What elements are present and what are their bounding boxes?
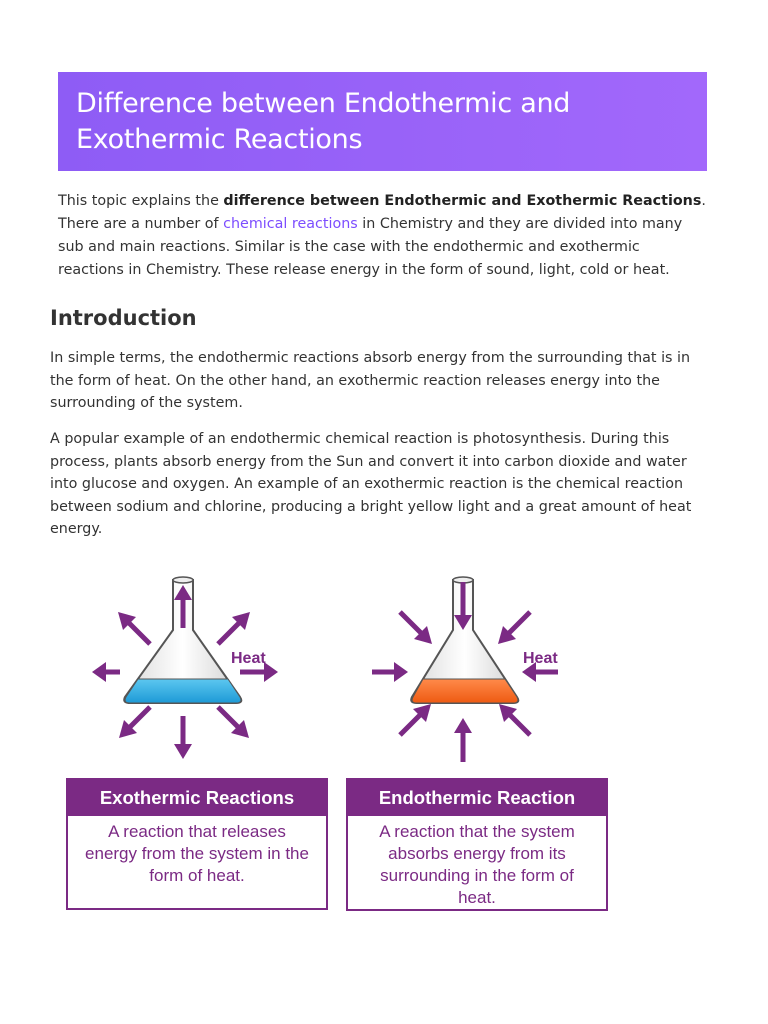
- arrow-downright-in-icon: [400, 612, 432, 644]
- exothermic-card: [66, 778, 328, 910]
- endothermic-card: [346, 778, 608, 911]
- intro-paragraph: [58, 190, 708, 282]
- intro-bold-text: difference between Endothermic and Exothermic Reactions: [223, 193, 702, 209]
- arrow-upleft-in-icon: [499, 704, 530, 735]
- exothermic-liquid: [125, 679, 241, 703]
- arrow-downright-out-icon: [218, 707, 249, 738]
- arrow-downleft-out-icon: [119, 707, 150, 738]
- heat-label-right: Heat: [523, 650, 558, 667]
- arrow-upright-out-icon: [218, 612, 250, 644]
- page-title-line1: Difference between Endothermic and: [76, 88, 571, 119]
- exothermic-card-description: A reaction that releases energy from the system in the form of heat.: [85, 822, 309, 885]
- endothermic-card-title: Endothermic Reaction: [348, 780, 606, 816]
- chemical-reactions-link[interactable]: chemical reactions: [223, 216, 358, 232]
- arrow-down-out-icon: [174, 716, 192, 759]
- page-title: [76, 86, 689, 158]
- endothermic-card-description: A reaction that the system absorbs energy from its surrounding in the form of heat.: [379, 822, 575, 907]
- intro-text-1: This topic explains the: [58, 193, 224, 209]
- arrow-upright-in-icon: [400, 704, 431, 735]
- arrow-downleft-in-icon: [498, 612, 530, 644]
- reaction-diagram: [0, 555, 768, 775]
- intro-text-3: in Chemistry and they are divided into many sub and main reactions. Similar is the case with the endothermic and exothermic reactions in Chemistry. These release energy in the form of sound, light, cold or heat.: [58, 216, 683, 278]
- endothermic-liquid: [412, 679, 518, 703]
- arrow-right-in-icon: [372, 662, 408, 682]
- heat-label-left: Heat: [231, 650, 266, 667]
- intro-paragraph-2: A popular example of an endothermic chemical reaction is photosynthesis. During this process, plants absorb energy from the Sun and convert it into carbon dioxide and water into glucose and oxygen. An example of an exothermic reaction is the chemical reaction between sodium and chlorine, producing a bright yellow light and a great amount of heat energy.: [50, 431, 692, 537]
- intro-paragraph-1: In simple terms, the endothermic reactions absorb energy from the surrounding that is in the form of heat. On the other hand, an exothermic reaction releases energy into the surrounding of the system.: [50, 350, 691, 411]
- arrow-up-in-icon: [454, 718, 472, 762]
- exothermic-card-title: Exothermic Reactions: [68, 780, 326, 816]
- arrow-left-out-icon: [92, 662, 120, 682]
- arrow-upleft-out-icon: [118, 612, 150, 644]
- introduction-heading: Introduction: [50, 306, 197, 330]
- page-title-line2: Exothermic Reactions: [76, 124, 363, 155]
- title-banner: [58, 72, 707, 171]
- intro-text-2: . There are a number of: [58, 193, 706, 232]
